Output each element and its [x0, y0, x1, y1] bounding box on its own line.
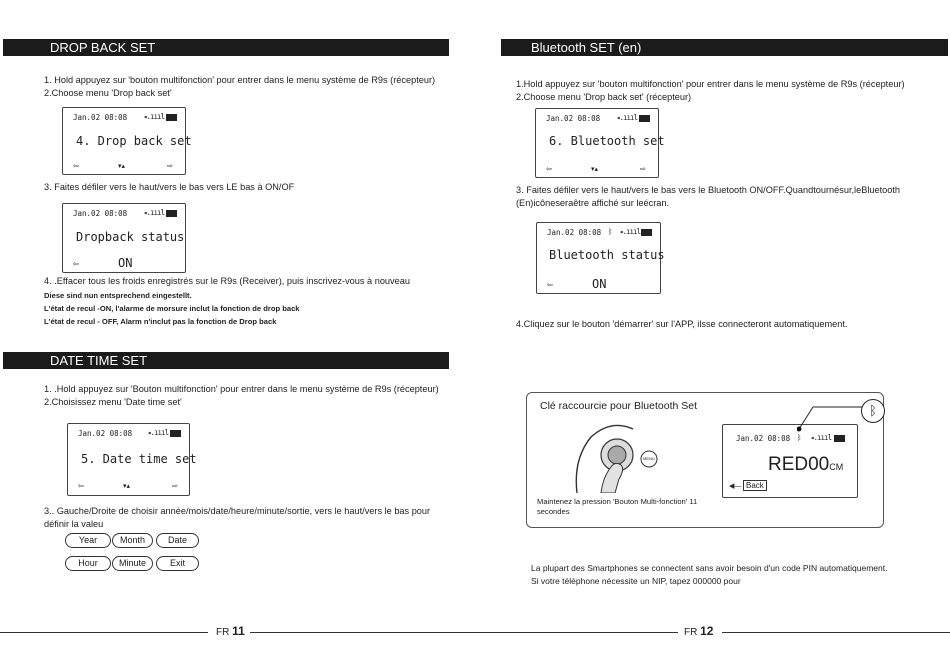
- left-arrow-icon: ⇦: [73, 163, 79, 170]
- drop-note-1: Diese sind nun entsprechend eingestellt.: [44, 291, 192, 300]
- bluetooth-set-header-bar: [501, 39, 948, 56]
- signal-icon: ◂.ıııl: [143, 112, 165, 121]
- date-button: Date: [156, 533, 199, 548]
- bluetooth-icon: ᛒ: [608, 227, 612, 236]
- date-step-2: 2.Choisissez menu 'Date time set': [44, 397, 182, 407]
- lcd-display-value: [768, 454, 843, 476]
- shortcut-caption: Maintenez la pression 'Bouton Multi-fonction' 11 secondes: [537, 497, 698, 516]
- right-arrow-icon: ⇨: [640, 166, 646, 173]
- menu-button-label: MENU: [643, 456, 655, 461]
- bluetooth-icon: ᛒ: [797, 433, 801, 442]
- lcd-status-value: ON: [592, 277, 607, 291]
- page-number-left: [216, 624, 245, 638]
- bt-note-1: La plupart des Smartphones se connectent sans avoir besoin d'un code PIN automatiquement.: [531, 563, 888, 573]
- lcd-value-text: RED00: [768, 454, 830, 475]
- footer-rule-right: [722, 632, 950, 633]
- lcd-status-text: Dropback status: [76, 230, 185, 244]
- lcd-menu-text: 5. Date time set: [81, 452, 197, 466]
- bt-step-4: 4.Cliquez sur le bouton 'démarrer' sur l'APP, ilsse connecteront automatiquement.: [516, 319, 848, 329]
- battery-icon: [641, 229, 652, 236]
- drop-step-3: 3. Faites défiler vers le haut/vers le bas vers LE bas à ON/OF: [44, 182, 295, 192]
- lcd-dropback-status: [62, 203, 186, 273]
- drop-back-set-header-bar: [3, 39, 449, 56]
- lcd-datetime: Jan.02 08:08: [73, 113, 128, 122]
- month-button: Month: [112, 533, 153, 548]
- year-button: Year: [65, 533, 111, 548]
- signal-icon: ◂.ıııl: [810, 433, 832, 442]
- lcd-drop-back-menu: [62, 107, 192, 175]
- page-number: 11: [232, 624, 245, 638]
- battery-icon: [834, 435, 845, 442]
- lcd-datetime: Jan.02 08:08: [546, 114, 601, 123]
- up-down-arrow-icon: ▾▴: [118, 163, 126, 170]
- bt-step-1: 1.Hold appuyez sur 'bouton multifonction' pour entrer dans le menu système de R9s (récepteur): [516, 79, 905, 89]
- signal-icon: ◂.ıııl: [619, 227, 641, 236]
- shortcut-title: Clé raccourcie pour Bluetooth Set: [540, 400, 698, 412]
- drop-step-2: 2.Choose menu 'Drop back set': [44, 88, 172, 98]
- battery-icon: [166, 210, 177, 217]
- hour-button: Hour: [65, 556, 111, 571]
- lcd-menu-text: 4. Drop back set: [76, 134, 192, 148]
- left-arrow-icon: ⇦: [546, 166, 552, 173]
- signal-icon: ◂.ıııl: [147, 428, 169, 437]
- lcd-shortcut-screen: [722, 424, 858, 498]
- date-step-3: 3.. Gauche/Droite de choisir année/mois/date/heure/minute/sortie, vers le haut/vers le bas pour définir la valeu: [44, 506, 431, 529]
- lcd-datetime: Jan.02 08:08: [73, 209, 128, 218]
- right-arrow-icon: ⇨: [172, 483, 178, 490]
- lcd-bluetooth-menu: [535, 108, 665, 178]
- date-step-1: 1. .Hold appuyez sur 'Bouton multifonction' pour entrer dans le menu système de R9s (récepteur): [44, 384, 439, 394]
- drop-note-2: L'état de recul -ON, l'alarme de morsure inclut la fonction de drop back: [44, 304, 300, 313]
- left-arrow-icon: ⇦: [78, 483, 84, 490]
- left-arrow-icon: ⇦: [547, 282, 553, 289]
- lcd-menu-text: 6. Bluetooth set: [549, 134, 665, 148]
- bluetooth-icon: ᛒ: [861, 399, 885, 423]
- signal-icon: ◂.ıııl: [616, 113, 638, 122]
- page-lang: FR: [216, 627, 230, 638]
- page-number-right: [684, 624, 713, 638]
- bt-step-3: 3. Faites défiler vers le haut/vers le bas vers le Bluetooth ON/OFF.Quandtournésur,leBluetooth (En)icôneseraêtre affiché sur leécran.: [516, 185, 901, 208]
- lcd-status-text: Bluetooth status: [549, 248, 665, 262]
- up-down-arrow-icon: ▾▴: [591, 166, 599, 173]
- lcd-datetime: Jan.02 08:08: [547, 228, 602, 237]
- date-time-set-title: DATE TIME SET: [50, 353, 148, 368]
- battery-icon: [170, 430, 181, 437]
- bt-note-2: Si votre téléphone nécessite un NIP, tapez 000000 pour: [531, 576, 741, 586]
- lcd-datetime: Jan.02 08:08: [78, 429, 133, 438]
- bluetooth-set-title: Bluetooth SET (en): [531, 40, 642, 55]
- right-arrow-icon: ⇨: [167, 163, 173, 170]
- page-number: 12: [700, 624, 714, 638]
- bt-step-2: 2.Choose menu 'Drop back set' (récepteur): [516, 92, 692, 102]
- minute-button: Minute: [112, 556, 153, 571]
- lcd-datetime: Jan.02 08:08: [736, 434, 791, 443]
- battery-icon: [166, 114, 177, 121]
- back-label: Back: [743, 480, 767, 491]
- battery-icon: [639, 115, 650, 122]
- footer-rule-left: [0, 632, 208, 633]
- signal-icon: ◂.ıııl: [143, 208, 165, 217]
- up-down-arrow-icon: ▾▴: [123, 483, 131, 490]
- lcd-bluetooth-status: [536, 222, 665, 294]
- drop-back-set-title: DROP BACK SET: [50, 40, 156, 55]
- exit-button: Exit: [156, 556, 199, 571]
- pointer-line: [797, 393, 867, 433]
- date-time-set-header-bar: [3, 352, 449, 369]
- back-arrow-icon: ◀—: [729, 483, 742, 490]
- lcd-status-value: ON: [118, 256, 133, 270]
- page-lang: FR: [684, 627, 698, 638]
- lcd-date-time-menu: [67, 423, 197, 496]
- drop-note-3: L'état de recul - OFF, Alarm n'inclut pas la fonction de Drop back: [44, 317, 277, 326]
- footer-rule-center: [250, 632, 678, 633]
- lcd-unit: CM: [829, 462, 844, 472]
- left-arrow-icon: ⇦: [73, 261, 79, 268]
- bluetooth-shortcut-panel: [526, 392, 884, 528]
- drop-step-1: 1. Hold appuyez sur 'bouton multifonction' pour entrer dans le menu système de R9s (récepteur): [44, 75, 436, 85]
- drop-step-4: 4. .Effacer tous les froids enregistrés sur le R9s (Receiver), puis inscrivez-vous à nouveau: [44, 276, 410, 286]
